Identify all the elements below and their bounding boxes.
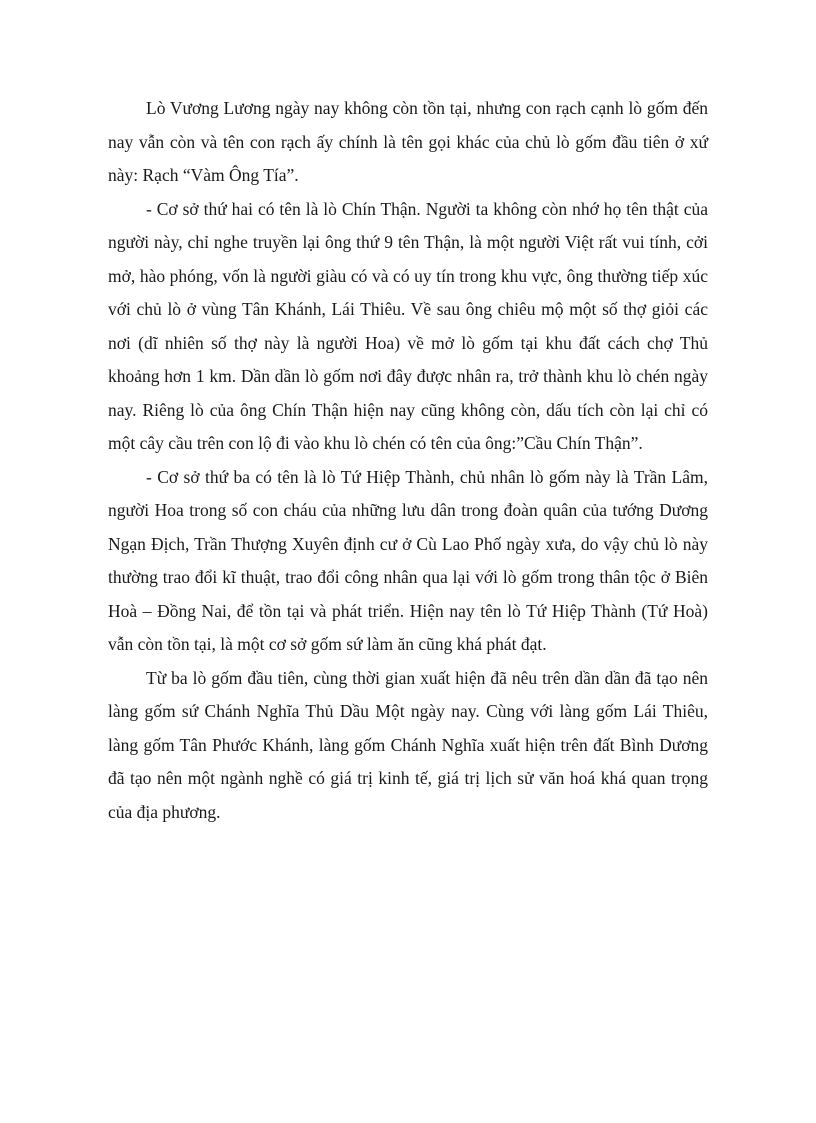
paragraph-vam-ong-tia: Lò Vương Lương ngày nay không còn tồn tại, nhưng con rạch cạnh lò gốm đến nay vẫn còn và tên con rạch ấy chính là tên gọi khác của chủ lò gốm đầu tiên ở xứ này: Rạch “Vàm Ông Tía”.: [108, 98, 708, 185]
paragraph-lang-gom-chanh-nghia: Từ ba lò gốm đầu tiên, cùng thời gian xuất hiện đã nêu trên dần dần đã tạo nên làng gốm sứ Chánh Nghĩa Thủ Dầu Một ngày nay. Cùng với làng gốm Lái Thiêu, làng gốm Tân Phước Khánh, làng gốm Chánh Nghĩa xuất hiện trên đất Bình Dương đã tạo nên một ngành nghề có giá trị kinh tế, giá trị lịch sử văn hoá khá quan trọng của địa phương.: [108, 667, 708, 822]
paragraph-lo-chin-than: - Cơ sở thứ hai có tên là lò Chín Thận. Người ta không còn nhớ họ tên thật của người này, chỉ nghe truyền lại ông thứ 9 tên Thận, là một người Việt rất vui tính, cởi mở, hào phóng, vốn là người giàu có và có uy tín trong khu vực, ông thường tiếp xúc với chủ lò ở vùng Tân Khánh, Lái Thiêu. Về sau ông chiêu mộ một số thợ giỏi các nơi (dĩ nhiên số thợ này là người Hoa) về mở lò gốm tại khu đất cách chợ Thủ khoảng hơn 1 km. Dần dần lò gốm nơi đây được nhân ra, trở thành khu lò chén ngày nay. Riêng lò của ông Chín Thận hiện nay cũng không còn, dấu tích còn lại chỉ có một cây cầu trên con lộ đi vào khu lò chén có tên của ông:”Cầu Chín Thận”.: [108, 198, 708, 453]
paragraph-lo-tu-hiep-thanh: - Cơ sở thứ ba có tên là lò Tứ Hiệp Thành, chủ nhân lò gốm này là Trần Lâm, người Hoa trong số con cháu của những lưu dân trong đoàn quân của tướng Dương Ngạn Địch, Trần Thượng Xuyên định cư ở Cù Lao Phố ngày xưa, do vậy chủ lò này thường trao đổi kĩ thuật, trao đổi công nhân qua lại với lò gốm trong thân tộc ở Biên Hoà – Đồng Nai, để tồn tại và phát triển. Hiện nay tên lò Tứ Hiệp Thành (Tứ Hoà) vẫn còn tồn tại, là một cơ sở gốm sứ làm ăn cũng khá phát đạt.: [108, 466, 708, 654]
document-page: [108, 92, 708, 829]
